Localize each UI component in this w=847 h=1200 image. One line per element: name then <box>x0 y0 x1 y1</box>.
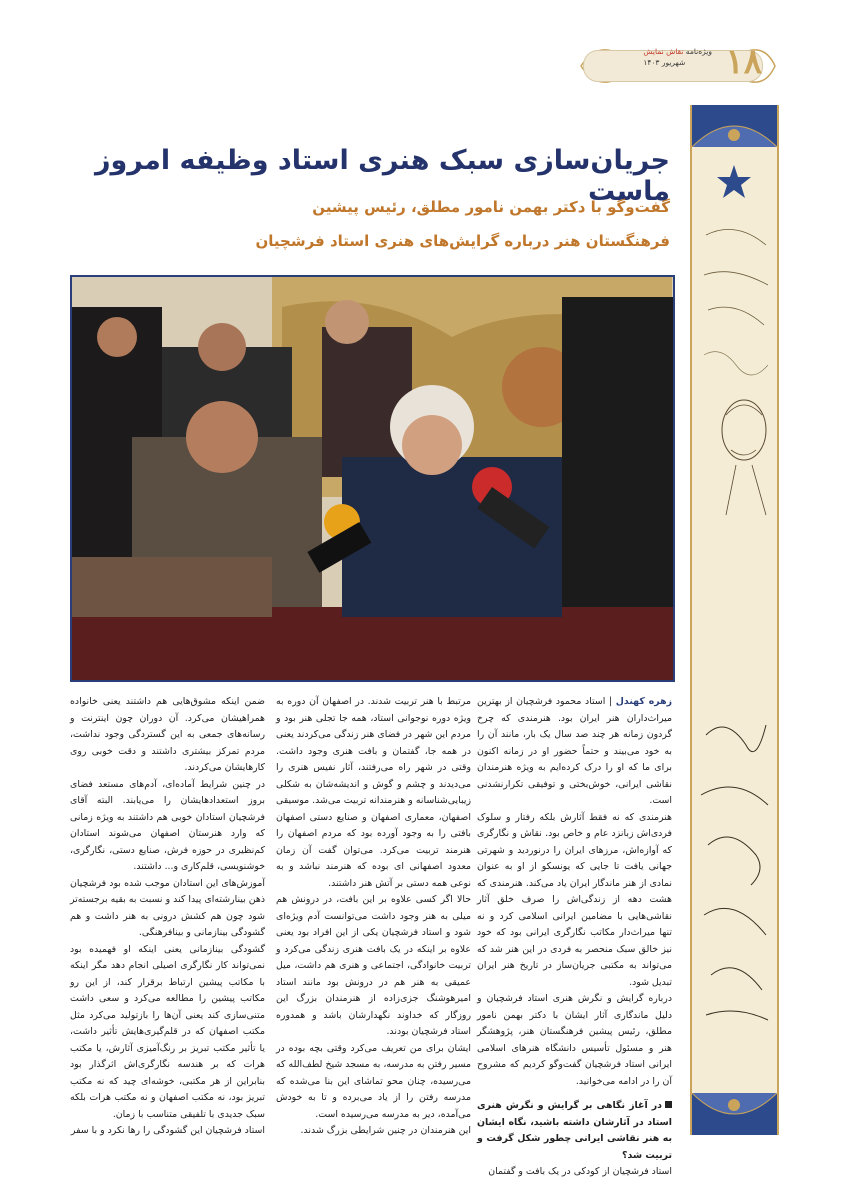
author-byline: زهره کهندل <box>615 696 673 707</box>
paragraph: آموزش‌های این استادان موجب شده بود فرشچیان ذهن بینارشته‌ای پیدا کند و نسبت به بقیه برجسته‌تر شود چون هم کشش درونی به هنر داشت و هم گشودگی بینازمانی و بینافرهنگی. <box>70 877 265 938</box>
paragraph: درباره گرایش و نگرش هنری استاد فرشچیان و دلیل ماندگاری آثار ایشان با دکتر بهمن نامور مطلق، رئیس پیشین فرهنگستان هنر، پژوهشگر هنر و مسئول تأسیس دانشگاه هنرهای اسلامی ایرانی استاد فرشچیان گفت‌وگو کردیم که مشروح آن را در ادامه می‌خوانید. <box>477 993 672 1087</box>
interview-photo-illustration <box>72 277 673 680</box>
question-marker-icon <box>665 1101 672 1108</box>
paragraph-text: استاد محمود فرشچیان از بهترین میراث‌داران هنر ایران بود. هنرمندی که چرخ گردون زمانه هر چند صد سال یک بار، مانند آن را به خود می‌بیند و حتماً حضور او در زمانه اکنون برای ما که او را درک کرده‌ایم به ویژه هنرمندان نقاشی ایرانی، خوش‌بختی و توفیقی تکرارنشدنی است. <box>477 696 672 806</box>
section-label-2: نمایش <box>643 47 664 56</box>
special-label: ویژه‌نامه <box>685 47 712 56</box>
article-column-2 <box>276 694 471 1140</box>
portrait-sketch-illustration <box>696 215 773 575</box>
paragraph: در چنین شرایط آماده‌ای، آدم‌های مستعد فضای بروز استعدادهایشان را می‌یابند. البته آقای فرشچیان استادان خوبی هم داشتند به ویژه زمانی که وارد هنرستان اصفهان می‌شوند استادان کم‌نظیری در حوزه فرش، صنایع دستی، نگارگری، خوشنویسی، قلم‌کاری و... داشتند. <box>70 778 265 872</box>
section-label: نقاش <box>666 47 684 56</box>
paragraph: زهره کهندل | استاد محمود فرشچیان از بهترین میراث‌داران هنر ایران بود. هنرمندی که چرخ گردون زمانه هر چند صد سال یک بار، مانند آن را به خود می‌بیند و حتماً حضور او در زمانه اکنون برای ما که او را درک کرده‌ایم به ویژه هنرمندان نقاشی ایرانی، خوش‌بختی و توفیقی تکرارنشدنی است. <box>477 696 673 806</box>
page-header <box>575 40 780 92</box>
paragraph: این هنرمندان در چنین شرایطی بزرگ شدند. <box>300 1125 471 1136</box>
article-title: جریان‌سازی سبک هنری استاد وظیفه امروز ماست <box>94 145 670 207</box>
interview-question <box>477 1098 672 1164</box>
paragraph: گشودگی بینازمانی یعنی اینکه او فهمیده بود نمی‌تواند کار نگارگری اصیلی انجام دهد مگر اینکه با مکاتب پیشین ارتباط برقرار کند، از این رو مکاتب پیشین را مطالعه می‌کرد و سعی داشت متنی‌سازی کند یعنی آن‌ها را بازتولید می‌کرد مثل مکتب اصفهان که در قلم‌گیری‌هایش تأثیر داشت، یا تأثیر مکتب تبریز بر رنگ‌آمیزی آثارش، یا مکتب هرات که بر هندسه نگارگری‌اش اثرگذار بود بنابراین از هر مکتبی، خوشه‌ای چید که نه مکتب تبریز بود، نه مکتب اصفهان و نه مکتب هرات بلکه سبک جدیدی با تلفیقی متناسب با زمان. <box>70 943 265 1120</box>
tile-ornament-icon <box>692 1093 777 1135</box>
article-column-1 <box>477 694 672 1181</box>
strip-cap-top <box>692 105 777 147</box>
issue-date: شهریور ۱۴۰۳ <box>643 58 686 67</box>
interview-photo <box>70 275 675 682</box>
tile-ornament-icon <box>692 105 777 147</box>
star-ornament-icon <box>714 163 754 203</box>
strip-cap-bottom <box>692 1093 777 1135</box>
article-subtitle-2: فرهنگستان هنر درباره گرایش‌های هنری استاد فرشچیان <box>255 232 670 250</box>
paragraph: هنرمندی که نه فقط آثارش بلکه رفتار و سلوک فردی‌اش زبانزد عام و خاص بود. نقاش و نگارگری که آوازه‌اش، مرزهای ایران را درنوردید و شهرتی جهانی یافت تا جایی که یونسکو از او به عنوان نمادی از هنر ماندگار ایران یاد می‌کند. هنرمندی که هشت دهه از زندگی‌اش را صرف خلق آثار نقاشی‌هایی با مضامین ایرانی اسلامی کرد و نه تنها میراث‌دار مکاتب نگارگری ایرانی بود که خود نیز خالق سبک منحصر به فردی در این هنر شد که می‌تواند به مکتبی جریان‌ساز در تاریخ هنر ایران تبدیل شود. <box>477 811 672 988</box>
paragraph: ایشان برای من تعریف می‌کرد وقتی بچه بوده در مسیر رفتن به مدرسه، به مسجد شیخ لطف‌الله که می‌رسیده، چنان محو تماشای این بنا می‌شده که مدرسه رفتن را از یاد می‌برده و تا به خودش می‌آمده، دیر به مدرسه می‌رسیده است. <box>276 1042 471 1120</box>
header-meta <box>643 47 712 67</box>
calligraphy-signature-illustration <box>696 705 773 1035</box>
paragraph: مرتبط با هنر تربیت شدند. در اصفهان آن دوره به ویژه دوره نوجوانی استاد، همه جا تجلی هنر بود و مردم این شهر در فضای هنر زندگی می‌کردند یعنی در همه جا، گفتمان و بافت هنری وجود داشت. وقتی در شهر راه می‌رفتند، آثار نفیس هنری را می‌دیدند و چشم و گوش و اندیشه‌شان به شکلی زیبایی‌شناسانه و هنرمندانه تربیت می‌شد. موسیقی اصفهان، معماری اصفهان و صنایع دستی اصفهان بافتی را به وجود آورده بود که مردم اصفهان را هنرمند تربیت می‌کرد. می‌توان گفت آن زمان معدود اصفهانی ای بوده که هنرمند نباشد و به نوعی همه دستی بر آتش هنر داشتند. <box>276 696 471 889</box>
article-subtitle: گفت‌وگو با دکتر بهمن نامور مطلق، رئیس پیشین <box>312 198 670 216</box>
article-column-3 <box>70 694 265 1140</box>
question-text: در آغاز نگاهی بر گرایش و نگرش هنری استاد در آثارشان داشته باشید، نگاه ایشان به هنر نقاشی ایرانی چطور شکل گرفت و تربیت شد؟ <box>477 1100 672 1161</box>
paragraph: استاد فرشچیان از کودکی در یک بافت و گفتمان <box>488 1166 672 1177</box>
paragraph: استاد فرشچیان این گشودگی را رها نکرد و با سفر <box>70 1125 265 1136</box>
paragraph: حالا اگر کسی علاوه بر این بافت، در درونش هم میلی به هنر وجود داشت می‌توانست آدم ویژه‌ای شود و استاد فرشچیان یکی از این افراد بود یعنی علاوه بر اینکه در یک بافت هنری زندگی می‌کرد و تربیت خانوادگی، اجتماعی و هنری هم داشت، میل عمیقی به هنر هم در درونش بود مانند استاد امیرهوشنگ جزی‌زاده از هنرمندان بزرگ این روزگار که خداوند نگهدارشان باشد و همدوره استاد فرشچیان بودند. <box>276 894 471 1037</box>
paragraph: ضمن اینکه مشوق‌هایی هم داشتند یعنی خانواده همراهیشان می‌کرد. آن دوران چون اینترنت و رسانه‌های جمعی به این گستردگی وجود نداشت، مردم تمرکز بیشتری داشتند و دقت خوبی روی کارهایشان می‌کردند. <box>70 696 265 773</box>
decorative-side-strip <box>690 105 779 1135</box>
page-number: ۱۸ <box>725 42 762 82</box>
